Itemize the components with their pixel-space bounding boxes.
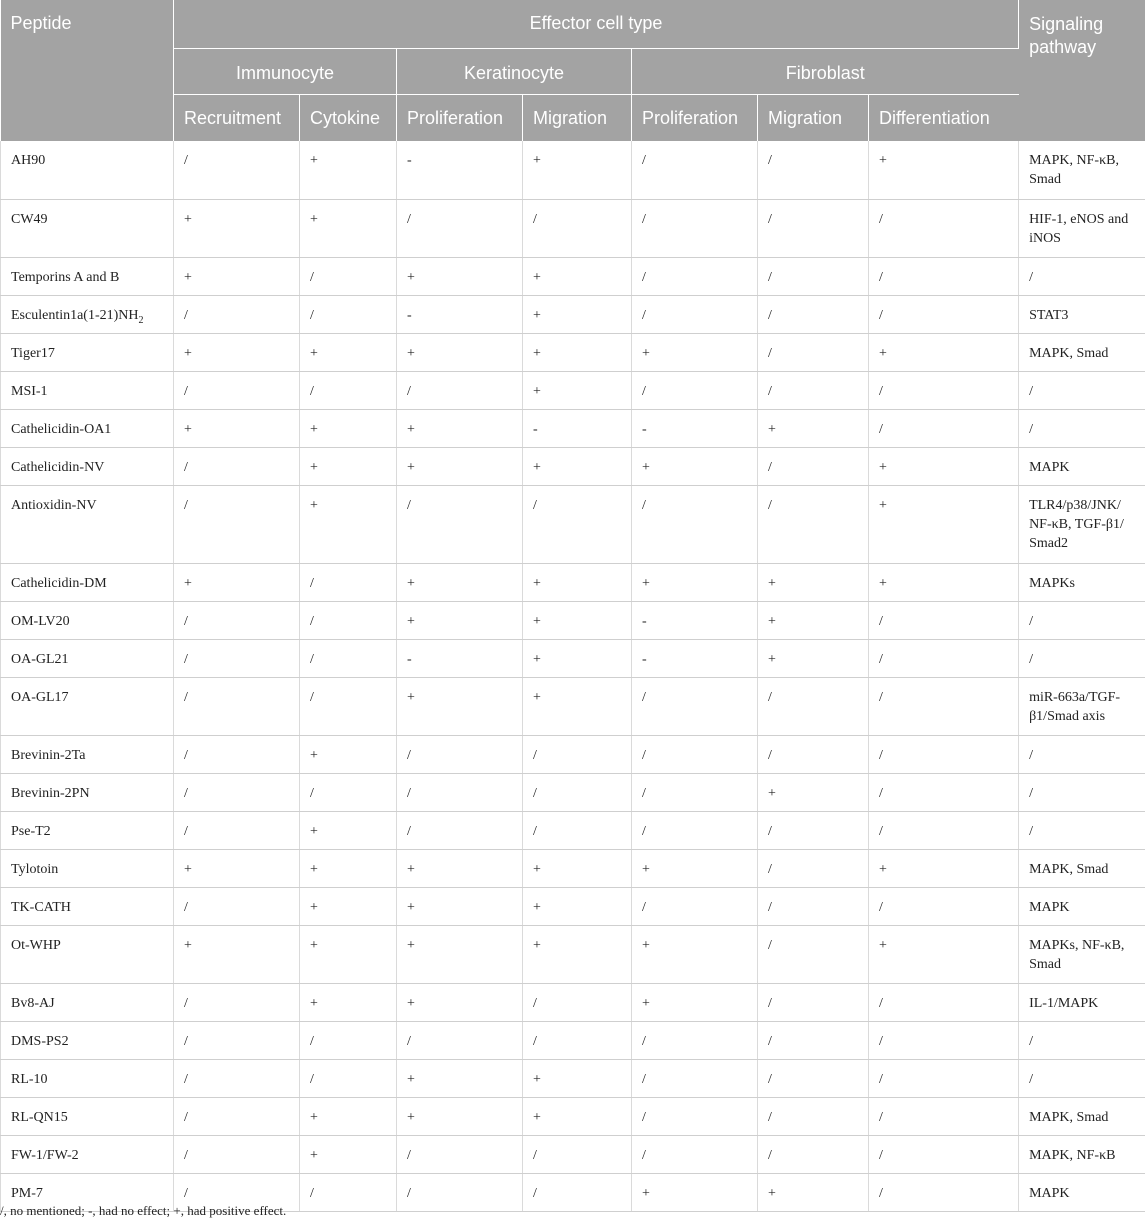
effect-cell: + — [869, 485, 1019, 563]
effect-cell: / — [523, 1135, 632, 1173]
pathway-cell: MAPK — [1019, 447, 1145, 485]
sub-header-keratinocyte-proliferation: Proliferation — [397, 94, 523, 141]
effect-cell: + — [174, 333, 300, 371]
effect-cell: + — [300, 887, 397, 925]
effect-cell: / — [758, 371, 869, 409]
pathway-cell: / — [1019, 811, 1145, 849]
effect-cell: + — [523, 601, 632, 639]
effect-cell: - — [397, 295, 523, 333]
effect-cell: / — [758, 141, 869, 199]
effect-cell: + — [523, 563, 632, 601]
effect-cell: + — [174, 925, 300, 983]
peptide-name: RL-10 — [11, 1071, 48, 1087]
effect-cell: + — [869, 333, 1019, 371]
peptide-cell — [1, 295, 174, 333]
effect-cell: / — [523, 1021, 632, 1059]
effect-cell: / — [174, 447, 300, 485]
peptide-name: FW-1/FW-2 — [11, 1147, 79, 1163]
peptide-cell — [1, 773, 174, 811]
effect-cell: + — [300, 1097, 397, 1135]
effect-cell: / — [397, 811, 523, 849]
pathway-cell: / — [1019, 639, 1145, 677]
effect-cell: + — [300, 849, 397, 887]
peptide-cell — [1, 199, 174, 257]
effect-cell: + — [174, 257, 300, 295]
effect-cell: / — [869, 677, 1019, 735]
effect-cell: / — [758, 925, 869, 983]
pathway-cell: / — [1019, 371, 1145, 409]
effect-cell: + — [758, 409, 869, 447]
effect-cell: - — [397, 141, 523, 199]
effect-cell: + — [523, 257, 632, 295]
effect-cell: + — [632, 333, 758, 371]
pathway-cell: / — [1019, 601, 1145, 639]
pathway-cell: STAT3 — [1019, 295, 1145, 333]
effect-cell: / — [758, 887, 869, 925]
peptide-cell — [1, 1059, 174, 1097]
peptide-cell — [1, 811, 174, 849]
effect-cell: / — [174, 773, 300, 811]
effect-cell: / — [397, 1135, 523, 1173]
effect-cell: / — [397, 199, 523, 257]
effect-cell: / — [869, 735, 1019, 773]
effect-cell: + — [397, 447, 523, 485]
effect-cell: + — [869, 925, 1019, 983]
peptide-cell — [1, 983, 174, 1021]
table-footnote: /, no mentioned; -, had no effect; +, had positive effect. — [0, 1203, 287, 1218]
effect-cell: / — [174, 735, 300, 773]
effect-cell: / — [869, 1097, 1019, 1135]
effect-cell: / — [632, 887, 758, 925]
effect-cell: / — [174, 1135, 300, 1173]
effect-cell: / — [632, 1059, 758, 1097]
effect-cell: / — [758, 849, 869, 887]
effect-cell: / — [758, 447, 869, 485]
effect-cell: / — [632, 295, 758, 333]
effect-cell: / — [869, 409, 1019, 447]
effect-cell: / — [174, 601, 300, 639]
effect-cell: + — [523, 849, 632, 887]
effect-cell: / — [632, 677, 758, 735]
effect-cell: + — [300, 333, 397, 371]
effect-cell: + — [632, 925, 758, 983]
table-row — [1, 677, 1145, 735]
effect-cell: + — [869, 563, 1019, 601]
effect-cell: / — [758, 333, 869, 371]
effect-cell: / — [300, 639, 397, 677]
effect-cell: + — [758, 1173, 869, 1211]
table-row — [1, 1021, 1145, 1059]
table-row — [1, 563, 1145, 601]
effect-cell: + — [300, 409, 397, 447]
effect-cell: / — [174, 1097, 300, 1135]
effect-cell: / — [174, 1059, 300, 1097]
effect-cell: + — [523, 295, 632, 333]
effect-cell: / — [174, 677, 300, 735]
peptide-name: AH90 — [11, 153, 46, 168]
peptide-name: Cathelicidin-OA1 — [11, 421, 112, 437]
effect-cell: / — [758, 811, 869, 849]
effect-cell: + — [397, 1059, 523, 1097]
effect-cell: + — [758, 639, 869, 677]
effect-cell: / — [300, 1059, 397, 1097]
effect-cell: / — [758, 257, 869, 295]
effect-cell: + — [300, 983, 397, 1021]
peptide-name: TK-CATH — [11, 899, 71, 915]
effect-cell: + — [523, 141, 632, 199]
effect-cell: / — [300, 1021, 397, 1059]
sub-header-keratinocyte-migration: Migration — [523, 94, 632, 141]
effect-cell: + — [758, 601, 869, 639]
effect-cell: / — [174, 639, 300, 677]
effect-cell: / — [632, 1021, 758, 1059]
effect-cell: / — [869, 983, 1019, 1021]
effect-cell: + — [397, 887, 523, 925]
effect-cell: / — [869, 811, 1019, 849]
effect-cell: / — [174, 811, 300, 849]
effect-cell: + — [523, 925, 632, 983]
pathway-cell: MAPK, Smad — [1019, 333, 1145, 371]
pathway-cell: / — [1019, 773, 1145, 811]
pathway-cell: / — [1019, 409, 1145, 447]
peptide-name: Brevinin-2PN — [11, 785, 90, 801]
peptide-cell — [1, 485, 174, 563]
pathway-cell: HIF-1, eNOS and iNOS — [1019, 199, 1145, 257]
pathway-cell: / — [1019, 257, 1145, 295]
peptide-name: Cathelicidin-NV — [11, 459, 105, 475]
effect-cell: / — [869, 371, 1019, 409]
pathway-cell: MAPK, NF-κB — [1019, 1135, 1145, 1173]
pathway-cell: MAPK, Smad — [1019, 1097, 1145, 1135]
effect-cell: / — [174, 1173, 300, 1211]
effect-cell: - — [632, 639, 758, 677]
table-row — [1, 141, 1145, 199]
table-row — [1, 447, 1145, 485]
peptide-name: RL-QN15 — [11, 1109, 68, 1125]
pathway-cell: / — [1019, 735, 1145, 773]
sub-header-cytokine: Cytokine — [300, 94, 397, 141]
peptide-cell — [1, 1021, 174, 1059]
effect-cell: / — [300, 1173, 397, 1211]
effect-cell: / — [632, 485, 758, 563]
effect-cell: + — [300, 735, 397, 773]
effect-cell: / — [869, 295, 1019, 333]
effect-cell: / — [397, 371, 523, 409]
peptide-name: MSI-1 — [11, 383, 48, 399]
effect-cell: / — [758, 677, 869, 735]
table-header — [1, 0, 1145, 141]
table-row — [1, 601, 1145, 639]
peptide-name: Cathelicidin-DM — [11, 575, 107, 591]
effect-cell: + — [174, 849, 300, 887]
table-row — [1, 371, 1145, 409]
peptide-name: PM-7 — [11, 1185, 43, 1201]
effect-cell: / — [869, 773, 1019, 811]
sub-header-differentiation: Differentiation — [869, 94, 1019, 141]
table-row — [1, 409, 1145, 447]
peptide-name: Bv8-AJ — [11, 995, 55, 1011]
pathway-cell: MAPK — [1019, 1173, 1145, 1211]
effect-cell: / — [632, 811, 758, 849]
effect-cell: / — [869, 887, 1019, 925]
table-row — [1, 887, 1145, 925]
effect-cell: + — [523, 887, 632, 925]
effect-cell: + — [869, 141, 1019, 199]
peptide-name: OA-GL21 — [11, 651, 69, 667]
peptide-cell — [1, 333, 174, 371]
effect-cell: / — [300, 257, 397, 295]
effect-cell: + — [397, 333, 523, 371]
col-header-peptide: Peptide — [1, 0, 174, 141]
pathway-cell: MAPKs — [1019, 563, 1145, 601]
effect-cell: - — [523, 409, 632, 447]
effect-cell: / — [869, 257, 1019, 295]
effect-cell: + — [174, 199, 300, 257]
effect-cell: / — [300, 295, 397, 333]
effect-cell: + — [523, 639, 632, 677]
effect-cell: / — [397, 735, 523, 773]
effect-cell: + — [300, 925, 397, 983]
effect-cell: - — [632, 409, 758, 447]
effect-cell: / — [300, 601, 397, 639]
effect-cell: / — [174, 371, 300, 409]
table-row — [1, 257, 1145, 295]
effect-cell: / — [758, 1059, 869, 1097]
effect-cell: + — [758, 563, 869, 601]
peptide-name: Tylotoin — [11, 861, 59, 877]
effect-cell: / — [758, 485, 869, 563]
col-header-signaling-pathway: Signaling pathway — [1019, 0, 1145, 141]
effect-cell: - — [632, 601, 758, 639]
effect-cell: / — [869, 199, 1019, 257]
peptide-name: OA-GL17 — [11, 689, 69, 705]
effect-cell: + — [523, 1059, 632, 1097]
pathway-cell: MAPK, Smad — [1019, 849, 1145, 887]
effect-cell: + — [632, 1173, 758, 1211]
peptide-subscript: 2 — [138, 314, 144, 326]
effect-cell: + — [397, 1097, 523, 1135]
effect-cell: + — [523, 1097, 632, 1135]
group-header-fibroblast: Fibroblast — [632, 48, 1019, 94]
peptide-name: Tiger17 — [11, 345, 55, 361]
peptide-cell — [1, 447, 174, 485]
effect-cell: / — [632, 735, 758, 773]
pathway-cell: / — [1019, 1059, 1145, 1097]
pathway-cell: / — [1019, 1021, 1145, 1059]
peptide-cell — [1, 1097, 174, 1135]
effect-cell: + — [523, 371, 632, 409]
effect-cell: / — [523, 485, 632, 563]
effect-cell: + — [300, 141, 397, 199]
table-row — [1, 333, 1145, 371]
effect-cell: + — [397, 409, 523, 447]
peptide-cell — [1, 849, 174, 887]
table-row — [1, 639, 1145, 677]
effect-cell: / — [523, 1173, 632, 1211]
effect-cell: / — [174, 485, 300, 563]
peptide-cell — [1, 409, 174, 447]
peptide-name: Pse-T2 — [11, 823, 51, 839]
effect-cell: + — [397, 925, 523, 983]
peptide-cell — [1, 371, 174, 409]
table-body — [1, 141, 1145, 1211]
table-row — [1, 1097, 1145, 1135]
effect-cell: + — [397, 677, 523, 735]
peptide-cell — [1, 257, 174, 295]
effect-cell: + — [397, 983, 523, 1021]
pathway-cell: MAPK, NF-κB, Smad — [1019, 141, 1145, 199]
effect-cell: / — [174, 1021, 300, 1059]
peptide-cell — [1, 925, 174, 983]
effect-cell: / — [174, 983, 300, 1021]
table-row — [1, 811, 1145, 849]
effect-cell: / — [397, 485, 523, 563]
effect-cell: / — [300, 371, 397, 409]
effect-cell: + — [174, 409, 300, 447]
peptide-cell — [1, 601, 174, 639]
effect-cell: + — [758, 773, 869, 811]
effect-cell: / — [397, 773, 523, 811]
pathway-cell: miR-663a/TGF-β1/Smad axis — [1019, 677, 1145, 735]
effect-cell: + — [869, 447, 1019, 485]
pathway-cell: MAPK — [1019, 887, 1145, 925]
table-row — [1, 1135, 1145, 1173]
peptide-cell — [1, 735, 174, 773]
effect-cell: / — [300, 773, 397, 811]
effect-cell: + — [632, 983, 758, 1021]
effect-cell: + — [523, 677, 632, 735]
effect-cell: / — [632, 257, 758, 295]
peptide-cell — [1, 141, 174, 199]
effect-cell: + — [397, 563, 523, 601]
effect-cell: / — [632, 371, 758, 409]
pathway-cell: TLR4/p38/JNK/ NF-κB, TGF-β1/ Smad2 — [1019, 485, 1145, 563]
peptide-cell — [1, 563, 174, 601]
pathway-cell: MAPKs, NF-κB, Smad — [1019, 925, 1145, 983]
effect-cell: + — [397, 601, 523, 639]
effect-cell: + — [300, 1135, 397, 1173]
effect-cell: + — [523, 333, 632, 371]
effect-cell: / — [758, 1097, 869, 1135]
effect-cell: / — [523, 983, 632, 1021]
effect-cell: + — [632, 849, 758, 887]
table-row — [1, 983, 1145, 1021]
table-row — [1, 849, 1145, 887]
table-row — [1, 773, 1145, 811]
peptide-cell — [1, 1135, 174, 1173]
effect-cell: / — [758, 1135, 869, 1173]
peptide-cell — [1, 887, 174, 925]
effect-cell: + — [632, 447, 758, 485]
effect-cell: / — [300, 563, 397, 601]
pathway-cell: IL-1/MAPK — [1019, 983, 1145, 1021]
effect-cell: + — [869, 849, 1019, 887]
effect-cell: / — [397, 1173, 523, 1211]
col-header-effector-cell-type: Effector cell type — [174, 0, 1019, 48]
effect-cell: / — [523, 735, 632, 773]
effect-cell: / — [632, 1135, 758, 1173]
effect-cell: / — [758, 1021, 869, 1059]
effect-cell: / — [758, 735, 869, 773]
peptide-cell — [1, 639, 174, 677]
peptide-name: DMS-PS2 — [11, 1033, 69, 1049]
peptide-cell — [1, 677, 174, 735]
effect-cell: / — [869, 639, 1019, 677]
effect-cell: / — [758, 983, 869, 1021]
effect-cell: + — [300, 811, 397, 849]
effect-cell: / — [632, 141, 758, 199]
effect-cell: / — [869, 1059, 1019, 1097]
effect-cell: + — [397, 257, 523, 295]
peptide-name: Temporins A and B — [11, 269, 120, 285]
effect-cell: + — [174, 563, 300, 601]
effect-cell: / — [869, 1135, 1019, 1173]
peptide-name: Brevinin-2Ta — [11, 747, 86, 763]
peptide-name: Esculentin1a(1-21)NH — [11, 307, 139, 323]
effect-cell: / — [869, 1173, 1019, 1211]
table-row — [1, 735, 1145, 773]
effect-cell: + — [397, 849, 523, 887]
sub-header-fibroblast-migration: Migration — [758, 94, 869, 141]
peptide-name: Antioxidin-NV — [11, 497, 97, 513]
effect-cell: / — [397, 1021, 523, 1059]
effect-cell: / — [300, 677, 397, 735]
effect-cell: / — [869, 1021, 1019, 1059]
effect-cell: / — [758, 295, 869, 333]
effect-cell: / — [632, 773, 758, 811]
table-row — [1, 1059, 1145, 1097]
table-row — [1, 485, 1145, 563]
effect-cell: + — [300, 199, 397, 257]
table-row — [1, 295, 1145, 333]
sub-header-fibroblast-proliferation: Proliferation — [632, 94, 758, 141]
effect-cell: / — [632, 1097, 758, 1135]
effect-cell: + — [300, 447, 397, 485]
effect-cell: - — [397, 639, 523, 677]
peptide-name: Ot-WHP — [11, 937, 61, 953]
peptide-name: CW49 — [11, 211, 48, 227]
table-row — [1, 199, 1145, 257]
effect-cell: + — [523, 447, 632, 485]
group-header-keratinocyte: Keratinocyte — [397, 48, 632, 94]
effect-cell: / — [869, 601, 1019, 639]
effect-cell: / — [523, 199, 632, 257]
effect-cell: / — [174, 887, 300, 925]
effect-cell: / — [174, 295, 300, 333]
effect-cell: / — [523, 773, 632, 811]
effect-cell: / — [174, 141, 300, 199]
group-header-immunocyte: Immunocyte — [174, 48, 397, 94]
peptide-name: OM-LV20 — [11, 613, 70, 629]
effect-cell: / — [523, 811, 632, 849]
effect-cell: / — [758, 199, 869, 257]
table-row — [1, 925, 1145, 983]
effect-cell: + — [632, 563, 758, 601]
sub-header-recruitment: Recruitment — [174, 94, 300, 141]
effect-cell: / — [632, 199, 758, 257]
effect-cell: + — [300, 485, 397, 563]
